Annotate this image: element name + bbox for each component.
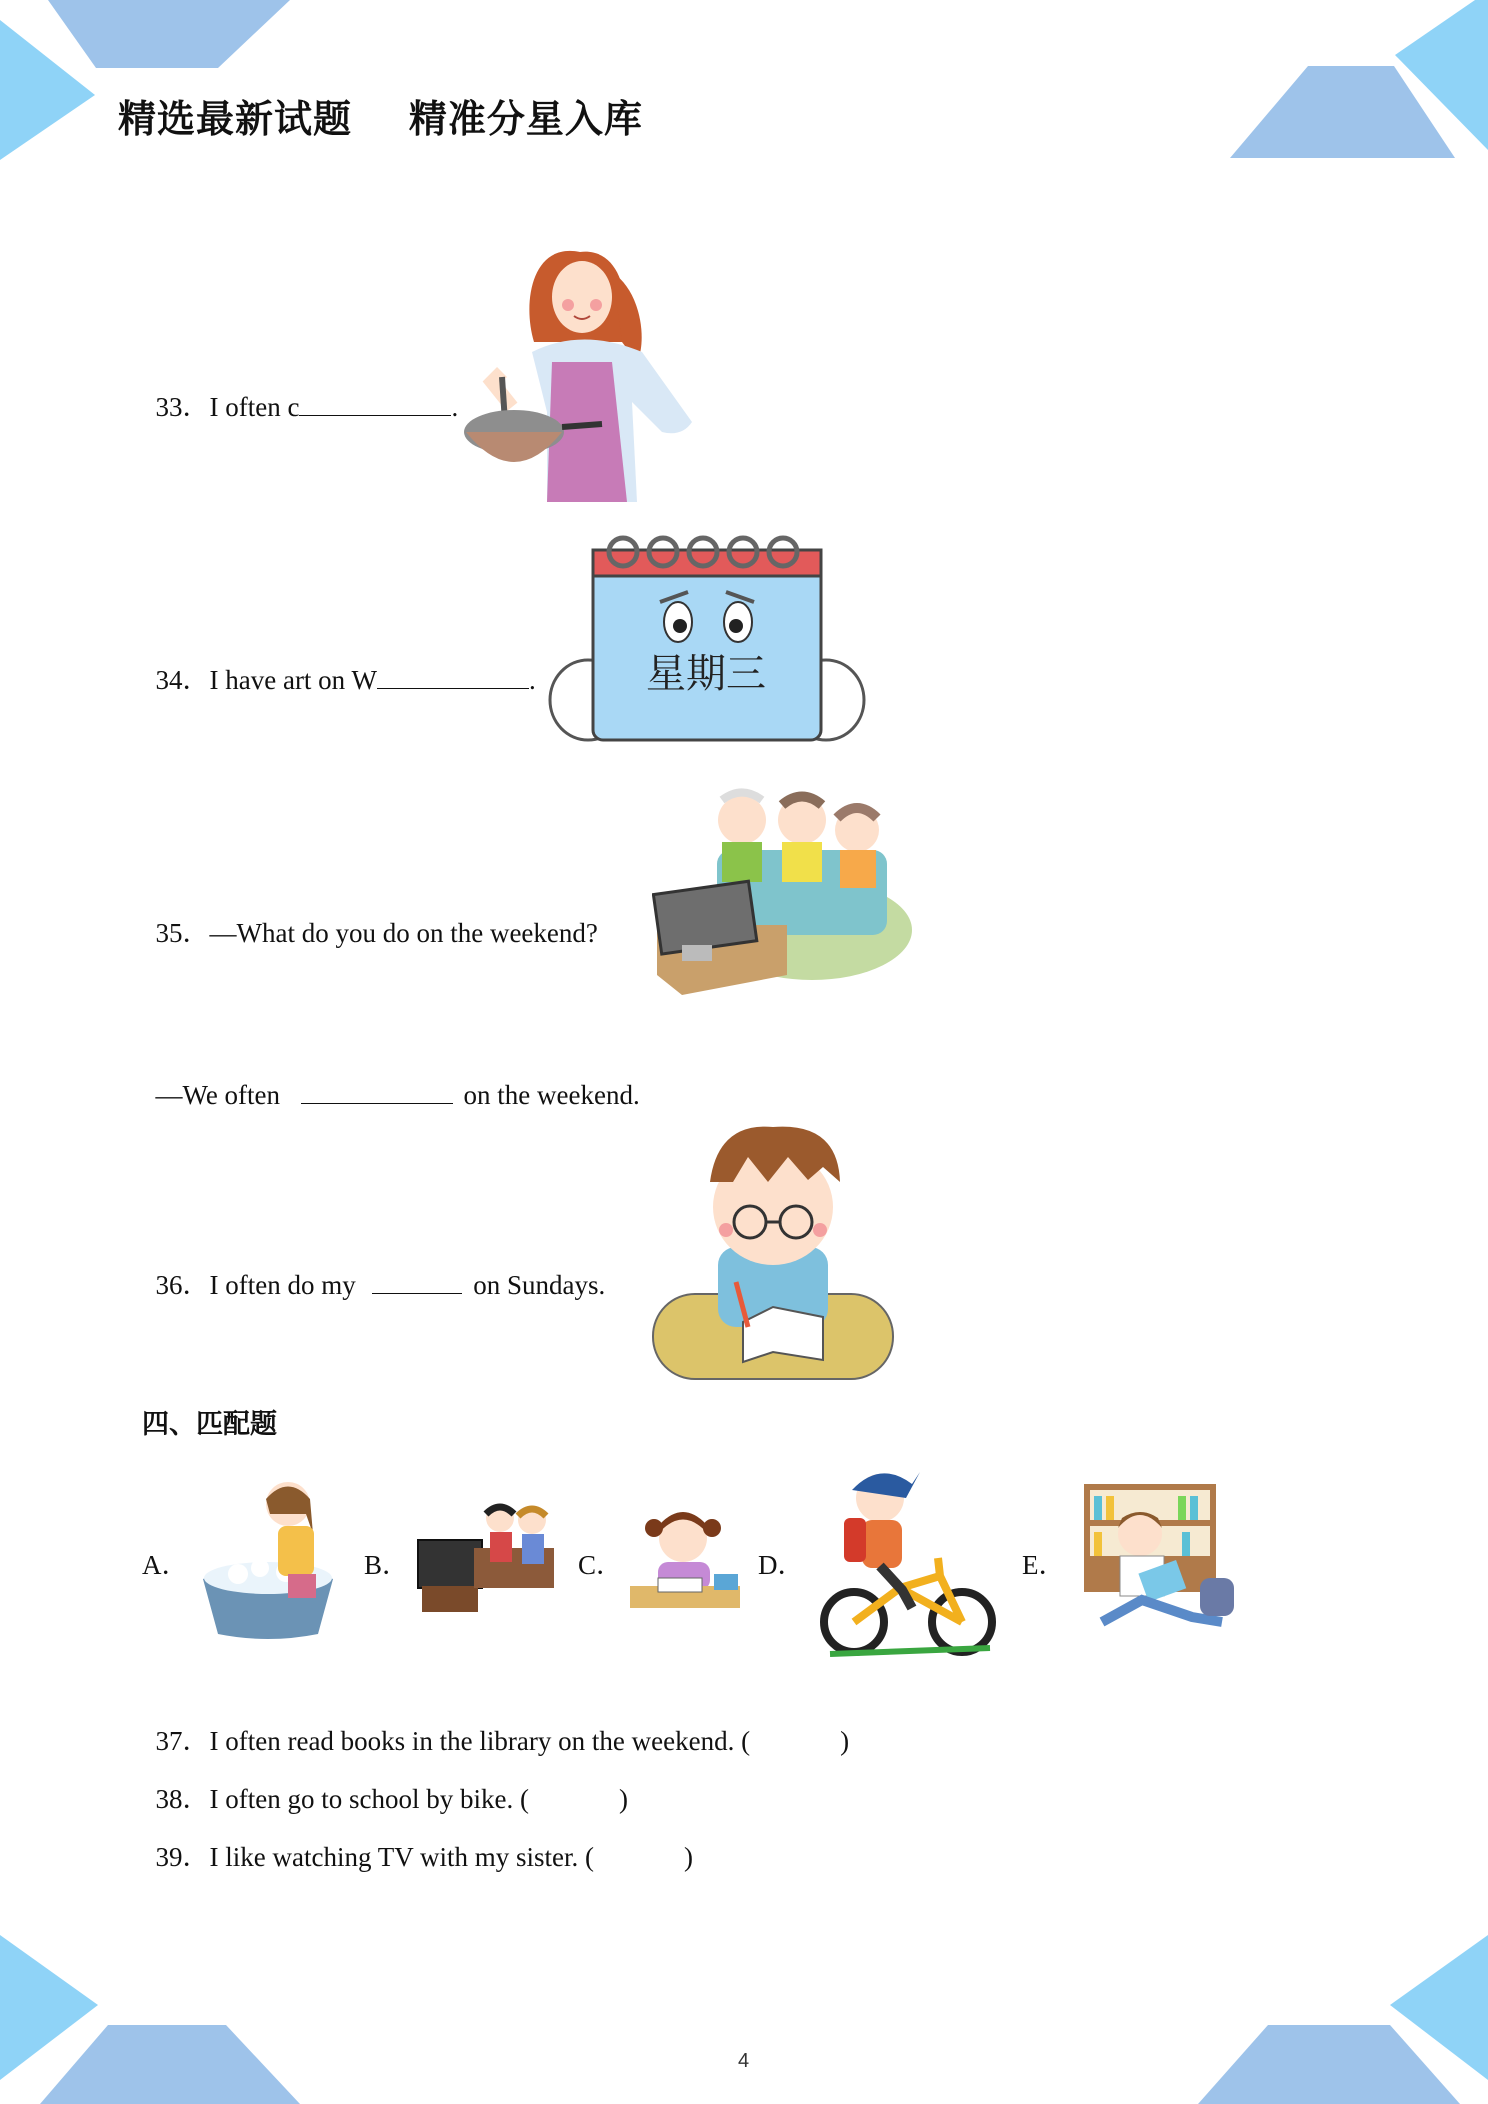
matching-37: 37．I often read books in the library on the weekend. ( ) <box>155 1726 850 1756</box>
page-header-title: 精选最新试题 精准分星入库 <box>118 97 643 141</box>
matching-39: 39．I like watching TV with my sister. ( ) <box>155 1842 693 1872</box>
boy-doing-homework-icon <box>648 1112 898 1382</box>
girl-doing-homework-icon <box>628 1500 744 1612</box>
question-36: 36．I often do my on Sundays. <box>142 1232 605 1302</box>
option-c-label: C． <box>578 1550 624 1580</box>
answer-blank[interactable] <box>372 1267 462 1294</box>
calendar-wednesday-icon <box>548 530 866 750</box>
answer-blank[interactable] <box>377 662 529 689</box>
calendar-label: 星期三 <box>646 651 766 697</box>
question-34: 34．I have art on W . <box>142 627 536 697</box>
answer-blank[interactable] <box>299 389 451 416</box>
option-d-label: D． <box>758 1550 805 1580</box>
bottom-left-decoration <box>0 1930 310 2104</box>
question-33: 33．I often c . <box>142 354 458 424</box>
option-e-label: E． <box>1022 1550 1066 1580</box>
answer-blank[interactable] <box>301 1077 453 1104</box>
answer-line-35: —We often on the weekend. <box>142 1046 640 1111</box>
section-title: 四、匹配题 <box>142 1409 277 1440</box>
boy-reading-library-icon <box>1082 1482 1238 1636</box>
option-a-label: A． <box>142 1550 189 1580</box>
top-right-decoration <box>1170 0 1488 170</box>
page-number: 4 <box>738 2050 750 2072</box>
top-left-decoration <box>0 0 300 170</box>
bottom-right-decoration <box>1178 1930 1488 2104</box>
kids-watching-tv-icon <box>414 1498 556 1616</box>
option-b-label: B． <box>364 1550 410 1580</box>
boy-riding-bike-icon <box>820 1458 1000 1658</box>
question-35: 35．—What do you do on the weekend? <box>155 918 598 948</box>
woman-cooking-icon <box>462 232 702 507</box>
family-watching-tv-icon <box>652 780 912 1010</box>
girl-washing-clothes-icon <box>198 1474 340 1640</box>
matching-38: 38．I often go to school by bike. ( ) <box>155 1784 628 1814</box>
